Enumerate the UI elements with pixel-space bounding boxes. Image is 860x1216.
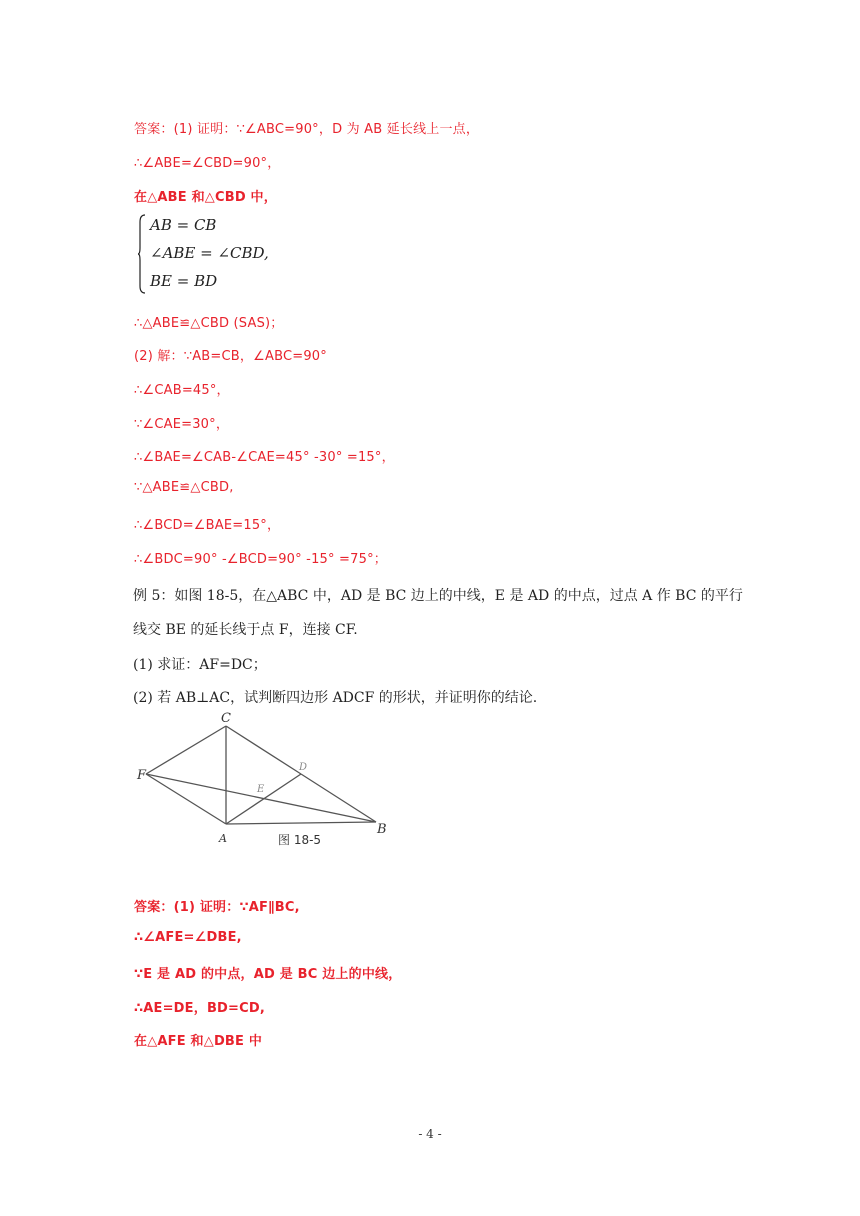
label-e: E xyxy=(257,784,265,795)
answer-2-line-2: ∴∠AFE=∠DBE, xyxy=(134,930,242,945)
equation-line-2: ∠ABE = ∠CBD, xyxy=(150,244,269,262)
answer-1-line-8: ∴∠BAE=∠CAB-∠CAE=45° -30° =15°， xyxy=(134,450,395,465)
example-5-line-1: 例 5：如图 18-5，在△ABC 中，AD 是 BC 边上的中线，E 是 AD 的中点，过点 A 作 BC 的平行 xyxy=(133,588,743,604)
example-5-question-2: (2) 若 AB⊥AC，试判断四边形 ADCF 的形状，并证明你的结论. xyxy=(133,690,538,706)
answer-1-line-3: 在△ABE 和△CBD 中， xyxy=(134,190,277,205)
segment-ab xyxy=(226,822,376,824)
answer-1-line-2: ∴∠ABE=∠CBD=90°， xyxy=(134,156,281,171)
label-b: B xyxy=(377,822,387,837)
label-d: D xyxy=(299,762,308,773)
example-5-line-2: 线交 BE 的延长线于点 F，连接 CF. xyxy=(133,622,358,638)
example-5-question-1: (1) 求证：AF=DC； xyxy=(133,657,267,673)
answer-1-line-10: ∴∠BCD=∠BAE=15°， xyxy=(134,518,281,533)
label-c: C xyxy=(221,711,231,726)
equation-line-3: BE = BD xyxy=(150,272,218,290)
segment-cd xyxy=(226,726,301,774)
segment-fa xyxy=(146,774,226,824)
answer-2-line-1: 答案：(1) 证明：∵AF∥BC, xyxy=(134,900,300,915)
label-a: A xyxy=(219,832,227,845)
answer-2-line-3: ∵E 是 AD 的中点，AD 是 BC 边上的中线， xyxy=(134,967,402,982)
answer-1-line-11: ∴∠BDC=90° -∠BCD=90° -15° =75°； xyxy=(134,552,387,567)
answer-2-line-4: ∴AE=DE，BD=CD, xyxy=(134,1001,266,1016)
answer-2-line-5: 在△AFE 和△DBE 中 xyxy=(134,1034,263,1049)
answer-1-line-1: 答案：(1) 证明：∵∠ABC=90°，D 为 AB 延长线上一点， xyxy=(134,122,480,137)
equation-system xyxy=(138,212,278,296)
answer-1-line-9: ∵△ABE≌△CBD, xyxy=(134,480,234,495)
page-number: - 4 - xyxy=(418,1127,442,1141)
answer-1-line-7: ∵∠CAE=30°， xyxy=(134,417,230,432)
left-brace-icon xyxy=(138,214,146,294)
segment-ad xyxy=(226,774,301,824)
geometry-figure xyxy=(136,708,396,856)
segment-fb xyxy=(146,774,376,822)
answer-1-line-5: (2) 解：∵AB=CB，∠ABC=90° xyxy=(134,349,327,364)
equation-line-1: AB = CB xyxy=(150,216,217,234)
label-f: F xyxy=(137,768,147,783)
segment-fc xyxy=(146,726,226,774)
answer-1-line-4: ∴△ABE≌△CBD (SAS)； xyxy=(134,316,284,331)
figure-caption: 图 18-5 xyxy=(278,833,322,847)
answer-1-line-6: ∴∠CAB=45°， xyxy=(134,383,230,398)
